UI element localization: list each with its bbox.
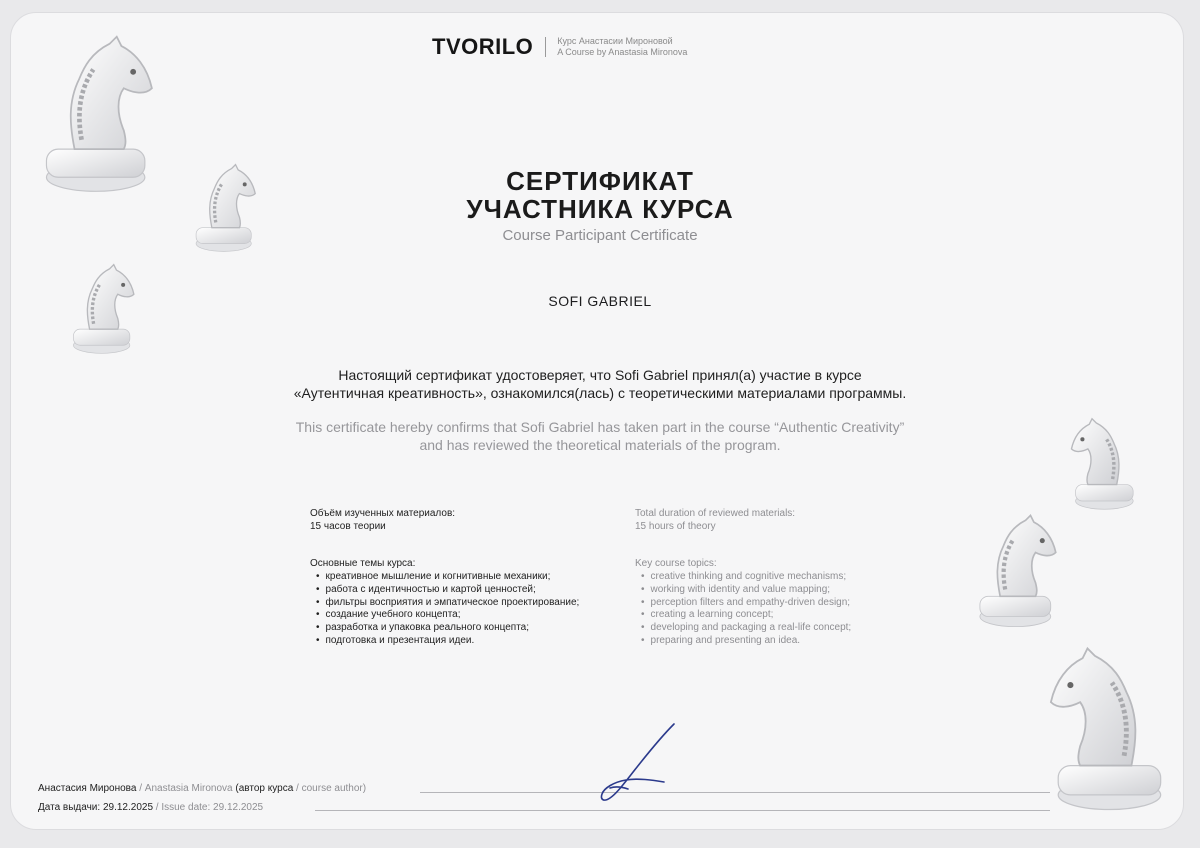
issue-date-en: Issue date: 29.12.2025 [161, 802, 264, 813]
participant-name: SOFI GABRIEL [548, 293, 652, 309]
chess-knight-icon [1046, 640, 1168, 818]
course-caption-en: A Course by Anastasia Mironova [557, 47, 688, 57]
brand-logo: TVORILO [432, 34, 534, 59]
list-item: • фильтры восприятия и эмпатическое проектирование; [316, 597, 579, 610]
author-sep: / [136, 783, 145, 794]
chess-knight-icon [38, 32, 158, 196]
chess-knight-icon [68, 262, 138, 356]
volume-value-ru: 15 часов теории [310, 520, 386, 532]
statement-en-line: This certificate hereby confirms that Sofi Gabriel has taken part in the course “Authentic Creativity” [295, 419, 905, 435]
list-item: • preparing and presenting an idea. [641, 635, 851, 648]
author-role-ru: автор курса [238, 783, 294, 794]
volume-value-en: 15 hours of theory [635, 520, 716, 532]
issue-date-ru: Дата выдачи: 29.12.2025 [38, 802, 153, 813]
list-item: • working with identity and value mapping; [641, 584, 851, 597]
certificate-subtitle: Course Participant Certificate [502, 227, 698, 244]
list-item: • креативное мышление и когнитивные механики; [316, 571, 579, 584]
statement-ru-line: Настоящий сертификат удостоверяет, что Sofi Gabriel принял(а) участие в курсе [338, 367, 862, 383]
topics-list-en [635, 571, 851, 647]
details-ru [310, 508, 579, 647]
signature-image [592, 718, 682, 804]
list-item: • подготовка и презентация идеи. [316, 635, 579, 648]
list-item: • creative thinking and cognitive mechanisms; [641, 571, 851, 584]
course-caption-ru: Курс Анастасии Мироновой [557, 36, 673, 46]
statement-en-line: and has reviewed the theoretical materials of the program. [419, 437, 781, 453]
date-rule [315, 810, 1050, 811]
author-role-en: course author) [301, 783, 367, 794]
role-open: ( [232, 783, 239, 794]
list-item: • работа с идентичностью и картой ценностей; [316, 584, 579, 597]
statement-ru-line: «Аутентичная креативность», ознакомился(лась) с теоретическими материалами программы. [293, 385, 907, 401]
list-item: • creating a learning concept; [641, 609, 851, 622]
brand-course-caption [557, 36, 687, 58]
statement-ru [0, 366, 1200, 402]
volume-label-en: Total duration of reviewed materials: [635, 508, 796, 519]
volume-label-ru: Объём изученных материалов: [310, 508, 456, 519]
topics-label-en: Key course topics: [635, 558, 717, 570]
topics-list-ru [310, 571, 579, 647]
signature-rule [420, 792, 1050, 793]
date-sep: / [153, 802, 162, 813]
role-sep: / [293, 783, 302, 794]
author-name-en: Anastasia Mironova [144, 783, 233, 794]
chess-knight-icon [190, 162, 260, 254]
list-item: • developing and packaging a real-life concept; [641, 622, 851, 635]
statement-en [0, 418, 1200, 454]
chess-knight-icon [1068, 416, 1138, 512]
list-item: • создание учебного концепта; [316, 609, 579, 622]
logo-divider [545, 37, 546, 57]
list-item: • perception filters and empathy-driven design; [641, 597, 851, 610]
brand-header [432, 34, 687, 60]
certificate-title-line1: СЕРТИФИКАТ [506, 166, 694, 196]
list-item: • разработка и упаковка реального концепта; [316, 622, 579, 635]
details-en [635, 508, 851, 647]
author-name-ru: Анастасия Миронова [38, 783, 137, 794]
topics-label-ru: Основные темы курса: [310, 558, 416, 570]
issue-date-line [38, 802, 263, 813]
chess-knight-icon [972, 512, 1062, 630]
author-line [38, 783, 366, 794]
certificate-title-line2: УЧАСТНИКА КУРСА [466, 194, 734, 224]
